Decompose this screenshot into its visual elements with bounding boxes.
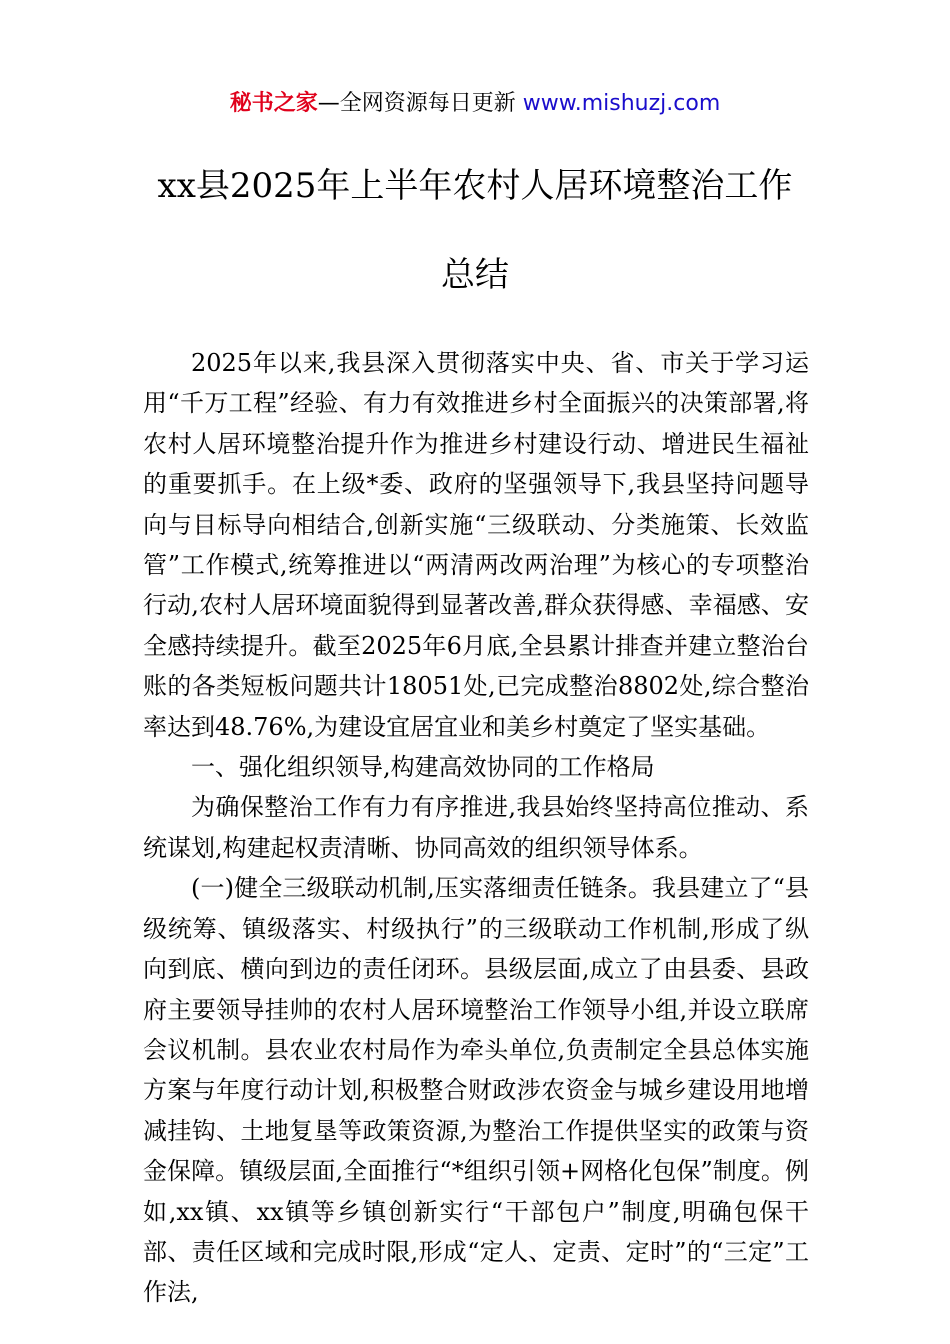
site-header [0, 88, 950, 120]
site-tagline: —全网资源每日更新 [317, 91, 523, 116]
document-title [140, 160, 810, 301]
title-line-1: xx县2025年上半年农村人居环境整治工作 [157, 166, 793, 206]
site-url-link[interactable]: www.mishuzj.com [522, 91, 721, 116]
title-line-2: 总结 [441, 255, 509, 295]
section-heading: 一、强化组织领导,构建高效协同的工作格局 [191, 753, 655, 782]
site-brand: 秘书之家 [229, 91, 318, 116]
intro-paragraph: 2025年以来,我县深入贯彻落实中央、省、市关于学习运用“千万工程”经验、有力有效推进乡村全面振兴的决策部署,将农村人居环境整治提升作为推进乡村建设行动、增进民生福祉的重要抓手。在上级*委、政府的坚强领导下,我县坚持问题导向与目标导向相结合,创新实施“三级联动、分类施策、长效监管”工作模式,统筹推进以“两清两改两治理”为核心的专项整治行动,农村人居环境面貌得到显著改善,群众获得感、幸福感、安全感持续提升。截至2025年6月底,全县累计排查并建立整治台账的各类短板问题共计18051处,已完成整治8802处,综合整治率达到48.76%,为建设宜居宜业和美乡村奠定了坚实基础。 [143, 349, 809, 741]
section-paragraph: 为确保整治工作有力有序推进,我县始终坚持高位推动、系统谋划,构建起权责清晰、协同高效的组织领导体系。 [143, 793, 809, 862]
subsection-paragraph: (一)健全三级联动机制,压实落细责任链条。我县建立了“县级统筹、镇级落实、村级执行”的三级联动工作机制,形成了纵向到底、横向到边的责任闭环。县级层面,成立了由县委、县政府主要领导挂帅的农村人居环境整治工作领导小组,并设立联席会议机制。县农业农村局作为牵头单位,负责制定全县总体实施方案与年度行动计划,积极整合财政涉农资金与城乡建设用地增减挂钩、土地复垦等政策资源,为整治工作提供坚实的政策与资金保障。镇级层面,全面推行“*组织引领+网格化包保”制度。例如,xx镇、xx镇等乡镇创新实行“干部包户”制度,明确包保干部、责任区域和完成时限,形成“定人、定责、定时”的“三定”工作法, [143, 874, 809, 1307]
document-body [143, 343, 809, 1313]
